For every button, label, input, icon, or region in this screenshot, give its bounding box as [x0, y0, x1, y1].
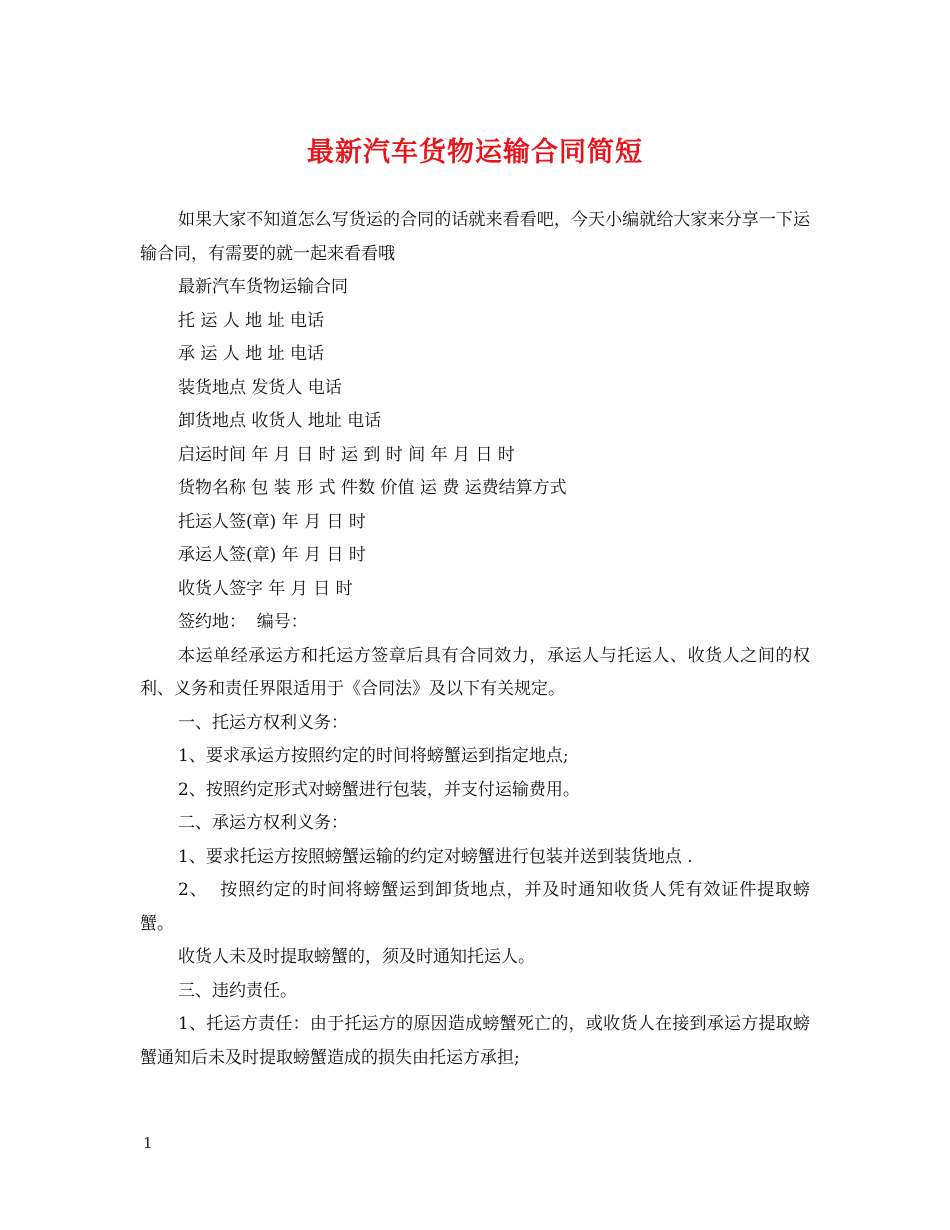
paragraph-loading-line: 装货地点 发货人 电话 [178, 377, 342, 398]
paragraph-signing-place: 签约地： 编号： [178, 612, 308, 632]
paragraph-unloading-line: 卸货地点 收货人 地址 电话 [178, 411, 382, 431]
paragraph-intro: 如果大家不知道怎么写货运的合同的话就来看看吧，今天小编就给大家来分享一下运输合同，有需要的就一起来看看哦 [140, 210, 810, 264]
paragraph-shipper-right-1: 1、要求承运方按照约定的时间将螃蟹运到指定地点; [178, 746, 569, 766]
section-heading-liability: 三、违约责任。 [178, 980, 297, 1001]
paragraph-carrier-line: 承 运 人 地 址 电话 [178, 344, 325, 364]
paragraph-carrier-right-2: 2、 按照约定的时间将螃蟹运到卸货地点，并及时通知收货人凭有效证件提取螃蟹。 [140, 880, 810, 934]
paragraph-effect-clause: 本运单经承运方和托运方签章后具有合同效力，承运人与托运人、收货人之间的权利、义务和责任界限适用于《合同法》及以下有关规定。 [140, 645, 810, 699]
page-number: 1 [143, 1134, 153, 1152]
paragraph-shipper-signature: 托运人签(章) 年 月 日 时 [178, 511, 366, 532]
paragraph-carrier-signature: 承运人签(章) 年 月 日 时 [178, 545, 366, 565]
document-title: 最新汽车货物运输合同简短 [307, 137, 643, 168]
section-heading-shipper-rights: 一、托运方权利义务： [178, 712, 348, 733]
document-body [140, 204, 810, 1075]
paragraph-carrier-right-1: 1、要求托运方按照螃蟹运输的约定对螃蟹进行包装并送到装货地点 . [178, 846, 693, 867]
paragraph-consignee-notice: 收货人未及时提取螃蟹的，须及时通知托运人。 [178, 947, 535, 967]
paragraph-consignee-signature: 收货人签字 年 月 日 时 [178, 578, 353, 599]
paragraph-contract-heading: 最新汽车货物运输合同 [178, 277, 348, 297]
paragraph-goods-line: 货物名称 包 装 形 式 件数 价值 运 费 运费结算方式 [178, 478, 567, 498]
paragraph-shipper-line: 托 运 人 地 址 电话 [178, 310, 325, 331]
paragraph-shipper-right-2: 2、按照约定形式对螃蟹进行包装，并支付运输费用。 [178, 779, 580, 800]
section-heading-carrier-rights: 二、承运方权利义务： [178, 813, 348, 833]
paragraph-shipper-liability: 1、托运方责任：由于托运方的原因造成螃蟹死亡的，或收货人在接到承运方提取螃蟹通知后未及时提取螃蟹造成的损失由托运方承担; [140, 1014, 810, 1068]
paragraph-departure-line: 启运时间 年 月 日 时 运 到 时 间 年 月 日 时 [178, 444, 515, 465]
